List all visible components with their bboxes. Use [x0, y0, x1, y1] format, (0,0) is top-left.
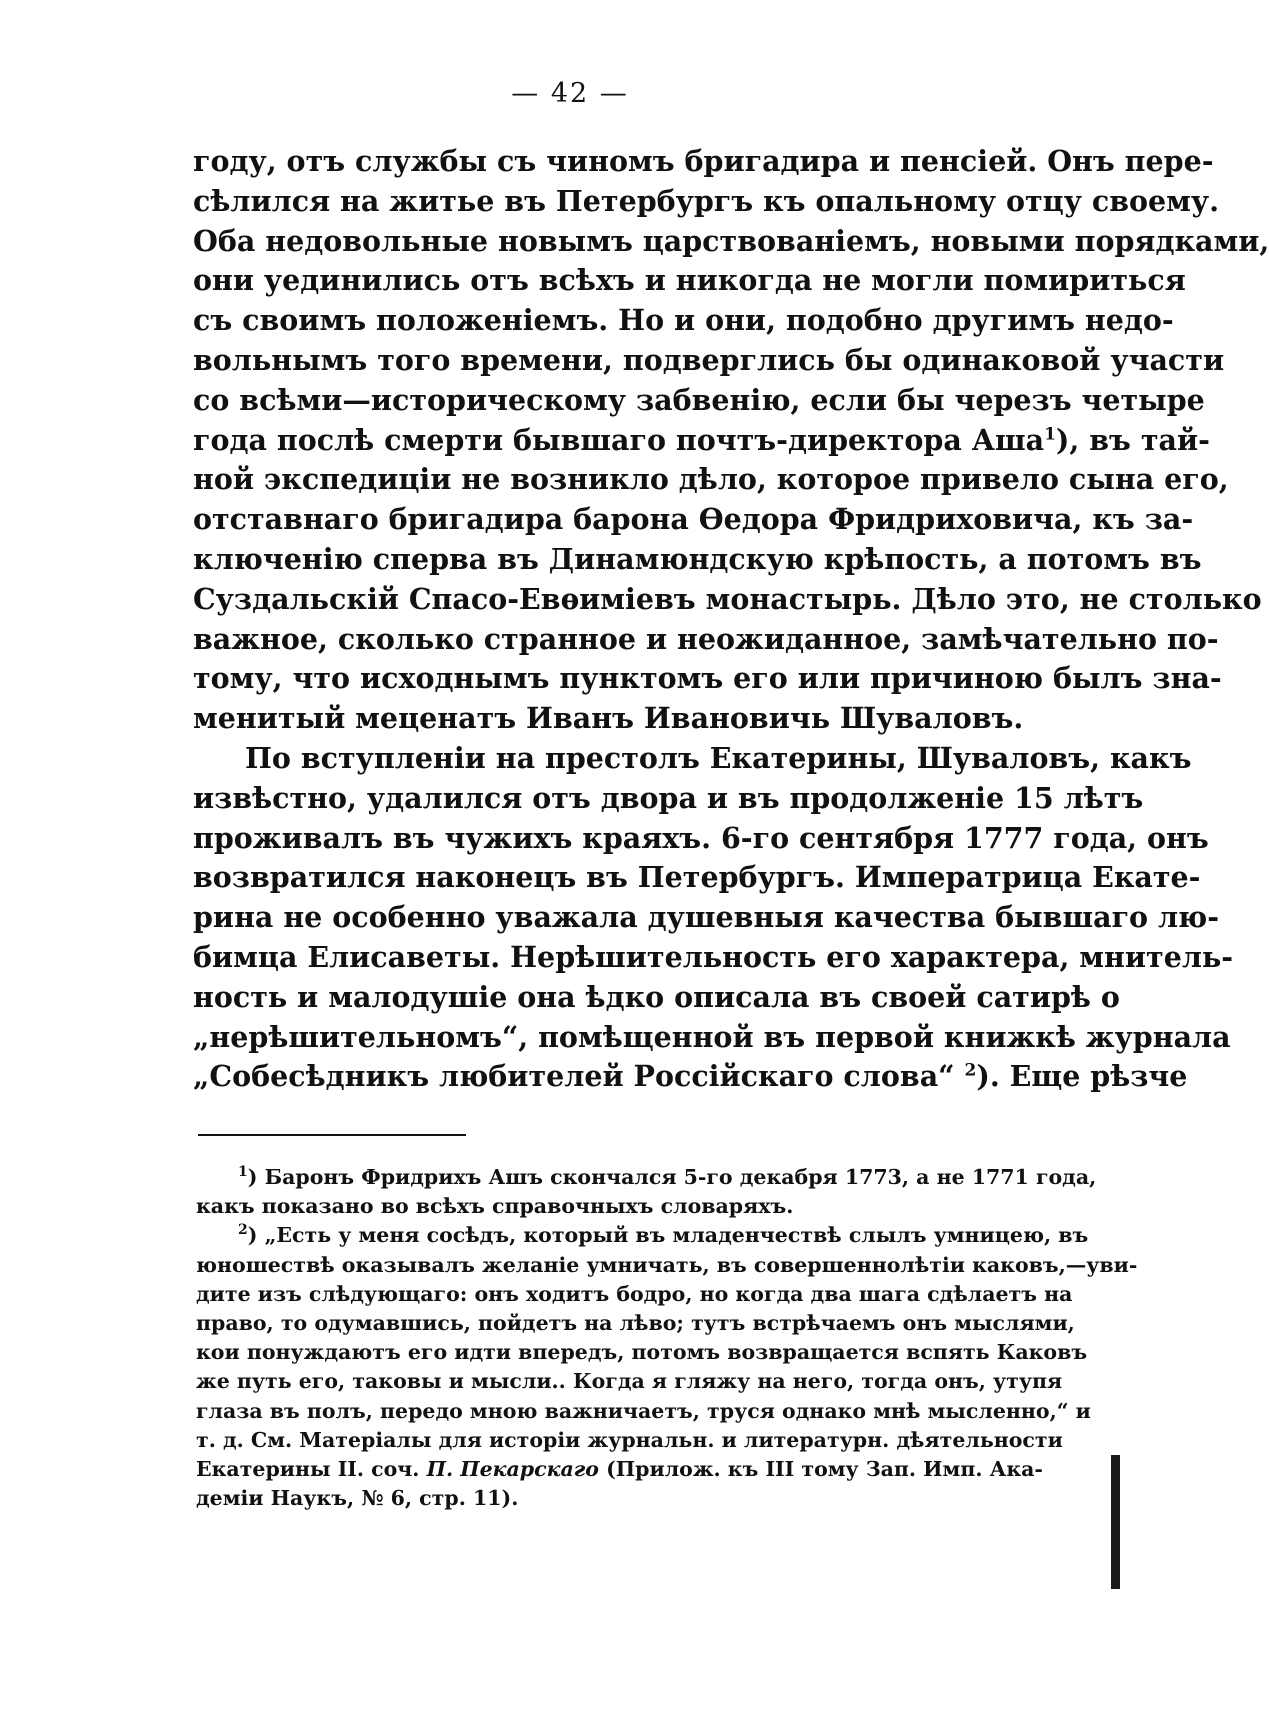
text-line: бимца Елисаветы. Нерѣшительность его характера, мнитель- — [193, 939, 1234, 974]
text-fragment: (Прилож. къ III тому Зап. Имп. Ака- — [598, 1456, 1043, 1481]
footnote-1-line: какъ показано во всѣхъ справочныхъ словаряхъ. — [196, 1194, 794, 1219]
text-line-with-footnote-ref — [193, 421, 1210, 461]
author-name: П. Пекарскаго — [426, 1456, 599, 1481]
footnote-ref-1: 1 — [1044, 424, 1056, 445]
text-line: По вступленіи на престолъ Екатерины, Шуваловъ, какъ — [245, 740, 1192, 775]
text-fragment: ). Еще рѣзче — [976, 1059, 1188, 1094]
footnote-2-line: глаза въ полъ, передо мною важничаетъ, труся однако мнѣ мысленно,“ и — [196, 1398, 1091, 1423]
text-fragment: года послѣ смерти бывшаго почтъ-директора Аша — [193, 422, 1045, 457]
scan-edge-mark — [1111, 1455, 1120, 1589]
footnote-ref-2: 2 — [964, 1060, 977, 1081]
footnote-2-line: кои понуждаютъ его идти впередъ, потомъ возвращается вспять Каковъ — [196, 1340, 1088, 1365]
footnote-2-line — [196, 1221, 1089, 1250]
text-line: Оба недовольные новымъ царствованіемъ, новыми порядками, — [193, 223, 1269, 258]
text-line: извѣстно, удалился отъ двора и въ продолженіе 15 лѣтъ — [193, 780, 1144, 815]
footnotes — [196, 1163, 1138, 1513]
text-line: году, отъ службы съ чиномъ бригадира и пенсіей. Онъ пере- — [193, 144, 1214, 178]
text-line: проживалъ въ чужихъ краяхъ. 6-го сентября 1777 года, онъ — [193, 820, 1209, 855]
text-fragment: Екатерины II. соч. — [196, 1456, 427, 1481]
text-line: тому, что исходнымъ пунктомъ его или причиною былъ зна- — [193, 661, 1222, 696]
text-line: ключенію сперва въ Динамюндскую крѣпость, а потомъ въ — [193, 541, 1202, 576]
text-line: съ своимъ положеніемъ. Но и они, подобно другимъ недо- — [193, 303, 1174, 338]
footnote-2-line: же путь его, таковы и мысли.. Когда я гляжу на него, тогда онъ, утупя — [196, 1369, 1063, 1394]
footnote-2-line: деміи Наукъ, № 6, стр. 11). — [196, 1486, 519, 1511]
footnote-1-line — [196, 1163, 1097, 1192]
text-line: „нерѣшительномъ“, помѣщенной въ первой книжкѣ журнала — [193, 1019, 1231, 1054]
text-fragment: „Собесѣдникъ любителей Россійскаго слова“ — [193, 1059, 965, 1094]
text-line: рина не особенно уважала душевныя качества бывшаго лю- — [193, 900, 1220, 935]
page-number: — 42 — — [511, 78, 629, 109]
text-line: менитый меценатъ Иванъ Ивановичь Шуваловъ. — [193, 701, 1024, 736]
text-fragment: ) Баронъ Фридрихъ Ашъ скончался 5-го декабря 1773, а не 1771 года, — [247, 1165, 1097, 1189]
main-text — [193, 142, 1269, 1097]
text-line: сѣлился на житье въ Петербургъ къ опальному отцу своему. — [193, 183, 1220, 218]
text-fragment: ) „Есть у меня сосѣдъ, который въ младенчествѣ слылъ умницею, въ — [247, 1223, 1089, 1248]
text-line: со всѣми—историческому забвенію, если бы черезъ четыре — [193, 382, 1205, 417]
footnote-2-line: т. д. См. Матеріалы для исторіи журнальн. и литературн. дѣятельности — [196, 1427, 1063, 1452]
footnote-2-line: юношествѣ оказывалъ желаніе умничать, въ совершеннолѣтіи каковъ,—уви- — [196, 1252, 1138, 1277]
text-line-with-footnote-ref — [193, 1057, 1188, 1097]
text-line: ность и малодушіе она ѣдко описала въ своей сатирѣ о — [193, 979, 1120, 1014]
footnote-separator — [198, 1134, 466, 1136]
footnote-marker-2: 2 — [238, 1222, 248, 1239]
text-line: важное, сколько странное и неожиданное, замѣчательно по- — [193, 621, 1219, 656]
text-line: они уединились отъ всѣхъ и никогда не могли помириться — [193, 263, 1186, 298]
footnote-2-line — [196, 1455, 1043, 1484]
footnote-2-line: право, то одумавшись, пойдетъ на лѣво; тутъ встрѣчаемъ онъ мыслями, — [196, 1310, 1075, 1335]
text-line: отставнаго бригадира барона Ѳедора Фридриховича, къ за- — [193, 502, 1194, 537]
text-line: вольнымъ того времени, подверглись бы одинаковой участи — [193, 342, 1225, 377]
text-fragment: ), въ тай- — [1055, 422, 1210, 457]
text-line: ной экспедиціи не возникло дѣло, которое привело сына его, — [193, 462, 1229, 497]
footnote-marker-1: 1 — [238, 1164, 248, 1181]
text-line: Суздальскій Спасо-Евѳиміевъ монастырь. Дѣло это, не столько — [193, 581, 1262, 616]
text-line: возвратился наконецъ въ Петербургъ. Императрица Екате- — [193, 860, 1201, 895]
footnote-2-line: дите изъ слѣдующаго: онъ ходитъ бодро, но когда два шага сдѣлаетъ на — [196, 1281, 1073, 1306]
